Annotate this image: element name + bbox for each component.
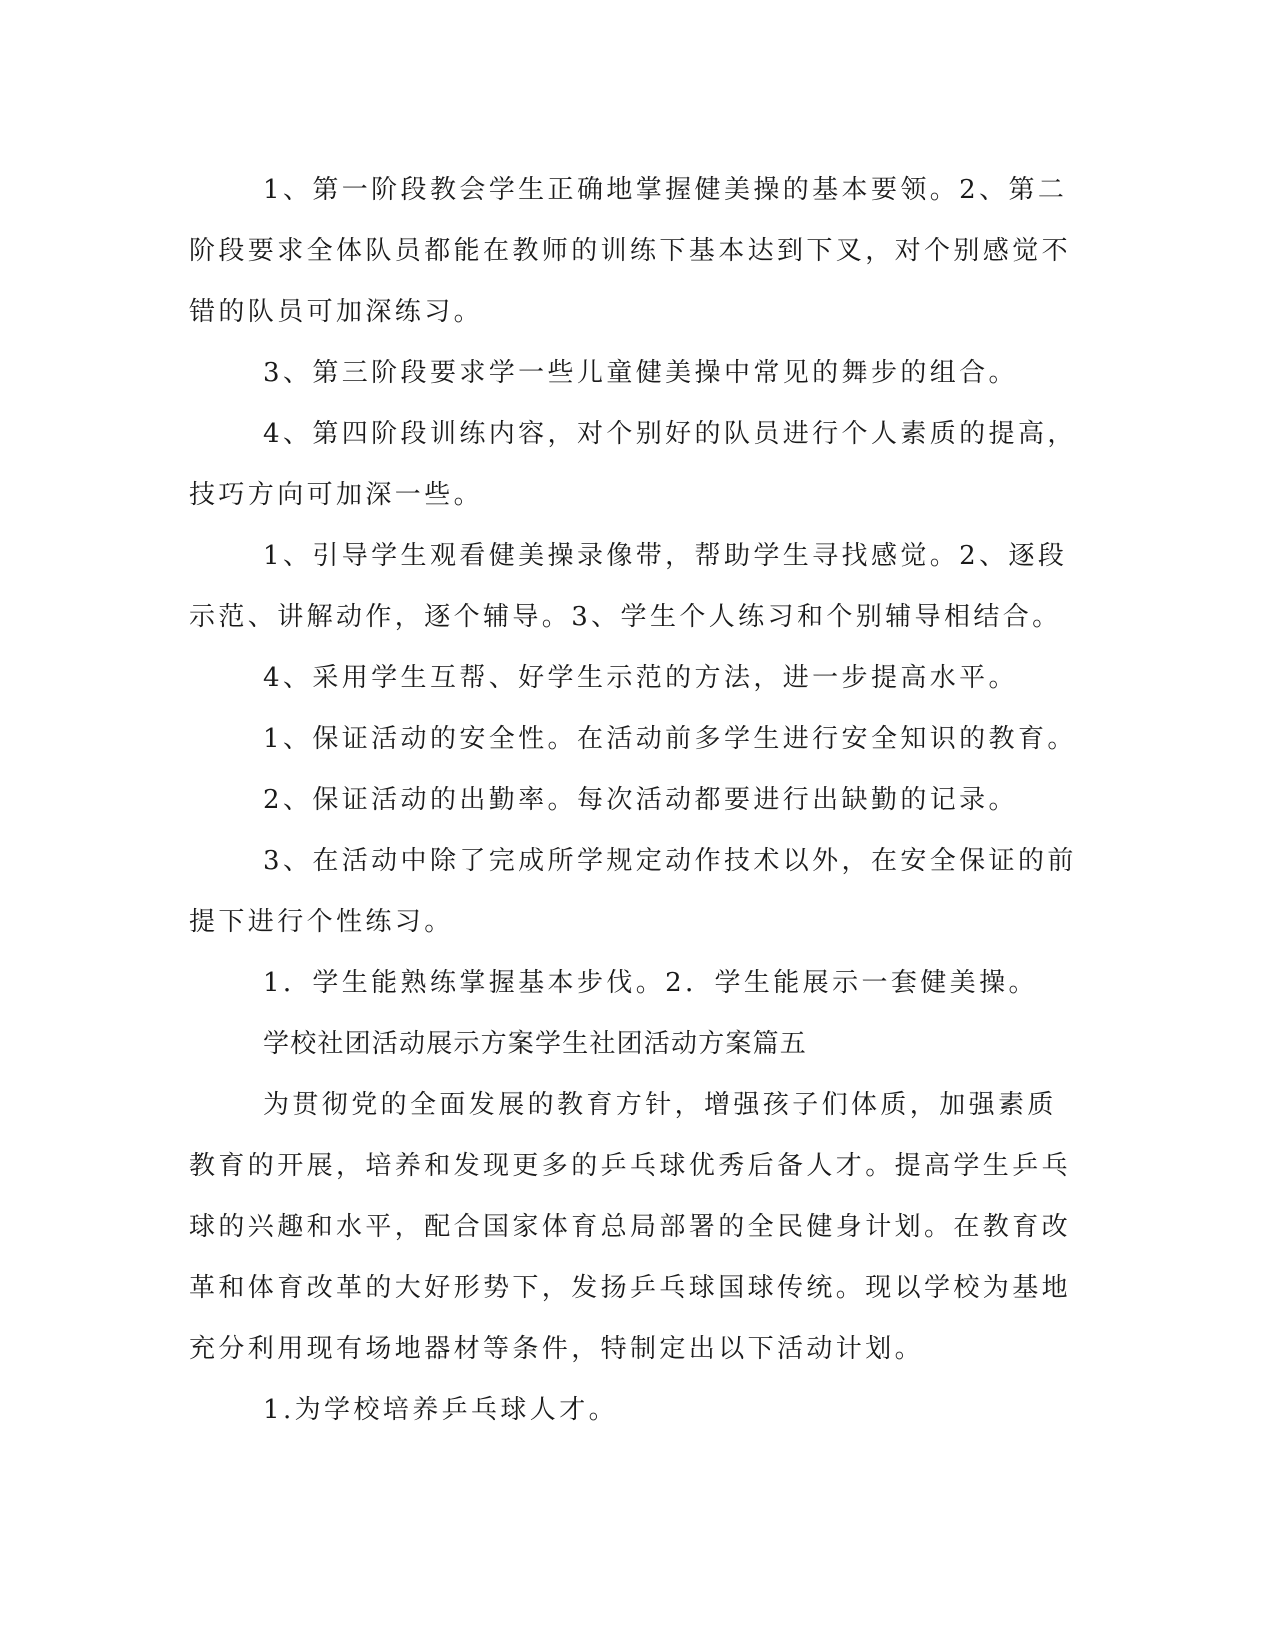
paragraph-8: 3、在活动中除了完成所学规定动作技术以外，在安全保证的前提下进行个性练习。 (189, 846, 1077, 937)
section-heading: 学校社团活动展示方案学生社团活动方案篇五 (263, 1029, 808, 1059)
paragraph-7: 2、保证活动的出勤率。每次活动都要进行出缺勤的记录。 (263, 785, 1018, 815)
paragraph-2: 3、第三阶段要求学一些儿童健美操中常见的舞步的组合。 (263, 358, 1018, 388)
paragraph-10: 为贯彻党的全面发展的教育方针，增强孩子们体质，加强素质教育的开展，培养和发现更多的乒乓球优秀后备人才。提高学生乒乓球的兴趣和水平，配合国家体育总局部署的全民健身计划。在教育改革和体育改革的大好形势下，发扬乒乓球国球传统。现以学校为基地充分利用现有场地器材等条件，特制定出以下活动计划。 (189, 1090, 1072, 1364)
paragraph-11: 1.为学校培养乒乓球人才。 (263, 1395, 619, 1425)
paragraph-5: 4、采用学生互帮、好学生示范的方法，进一步提高水平。 (263, 663, 1018, 693)
document-body (189, 160, 1077, 1441)
paragraph-4: 1、引导学生观看健美操录像带，帮助学生寻找感觉。2、逐段示范、讲解动作，逐个辅导。3、学生个人练习和个别辅导相结合。 (189, 541, 1068, 632)
paragraph-6: 1、保证活动的安全性。在活动前多学生进行安全知识的教育。 (263, 724, 1077, 754)
paragraph-1: 1、第一阶段教会学生正确地掌握健美操的基本要领。2、第二阶段要求全体队员都能在教师的训练下基本达到下叉，对个别感觉不错的队员可加深练习。 (189, 175, 1072, 327)
paragraph-3: 4、第四阶段训练内容，对个别好的队员进行个人素质的提高，技巧方向可加深一些。 (189, 419, 1077, 510)
paragraph-9: 1．学生能熟练掌握基本步伐。2．学生能展示一套健美操。 (263, 968, 1038, 998)
